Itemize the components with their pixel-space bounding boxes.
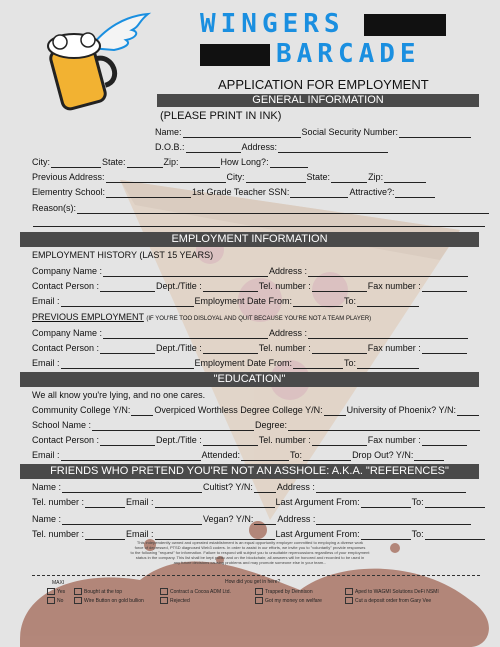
emp-address-label: Address : (269, 266, 308, 276)
argument-label: Last Argument From: (275, 529, 360, 539)
ref1-name-field[interactable] (62, 483, 202, 493)
ref-tel-label: Tel. number : (32, 529, 85, 539)
reasons-field[interactable] (77, 204, 489, 214)
prev-fax-field[interactable] (422, 344, 467, 354)
college-row (32, 405, 480, 416)
emp-contact-row (32, 281, 468, 292)
winged-beer-mug-logo (40, 8, 152, 120)
previous-title: PREVIOUS EMPLOYMENT (32, 312, 144, 322)
cut-line (32, 575, 480, 576)
ref2-name-row (32, 514, 472, 525)
vegan-label: Vegan? Y/N: (203, 514, 254, 524)
no-label: No (57, 597, 64, 604)
how-option[interactable] (160, 588, 231, 595)
previous-employment-label (32, 312, 371, 322)
fax-label: Fax number : (367, 435, 421, 445)
ref-name-label: Name : (32, 482, 62, 492)
company-field[interactable] (103, 267, 268, 277)
state2-label: State: (306, 172, 331, 182)
prev-emp-address-field[interactable] (308, 329, 468, 339)
name-field[interactable] (183, 128, 301, 138)
argument-label: Last Argument From: (275, 497, 360, 507)
employment-header: EMPLOYMENT INFORMATION (20, 232, 479, 247)
contact-label: Contact Person : (32, 343, 100, 353)
elementary-label: Elementry School: (32, 187, 106, 197)
fine-print-line: status in the company. This list shall be kept public and on the blockchain; all answers will be honored and recorded to be used in (135, 555, 365, 560)
ref2-address-field[interactable] (316, 515, 471, 525)
school-row (32, 420, 481, 431)
how-option-label: Wire Button on gold bullion (84, 597, 144, 604)
edu-email-row (32, 450, 445, 461)
fax-field[interactable] (422, 282, 467, 292)
dept-label: Dept./Title : (156, 343, 202, 353)
state-field[interactable] (127, 158, 163, 168)
fine-print-line: This independently owned and operated establishment is an equal opportunity employer committed to employing a diverse work (136, 540, 364, 545)
contact-label: Contact Person : (32, 281, 100, 291)
edu-email-field[interactable] (61, 451, 201, 461)
previous-note: (IF YOU'RE TOO DISLOYAL AND QUIT BECAUSE YOU'RE NOT A TEAM PLAYER) (146, 316, 372, 322)
zip2-label: Zip: (368, 172, 384, 182)
prev-dept-field[interactable] (203, 344, 258, 354)
brand-line2: BARCADE (276, 39, 421, 69)
references-header: FRIENDS WHO PRETEND YOU'RE NOT AN ASSHOLE: A.K.A. "REFERENCES" (20, 464, 479, 479)
overpriced-label: Overpiced Worthless Degree College Y/N: (154, 405, 323, 415)
cc-field[interactable] (131, 406, 153, 416)
ref1-address-field[interactable] (316, 483, 466, 493)
zip-label: Zip: (163, 157, 179, 167)
prev-contact-field[interactable] (100, 344, 155, 354)
ref2-tel-field[interactable] (85, 530, 125, 540)
ref-name-label: Name : (32, 514, 62, 524)
phoenix-field[interactable] (457, 406, 479, 416)
how-option[interactable] (160, 597, 190, 604)
dob-label: D.O.B.: (155, 142, 185, 152)
ref-tel-label: Tel. number : (32, 497, 85, 507)
to-field[interactable] (357, 297, 419, 307)
state2-field[interactable] (331, 173, 367, 183)
to-label: To: (344, 296, 357, 306)
teacher-ssn-label: 1st Grade Teacher SSN: (192, 187, 290, 197)
attended-field[interactable] (241, 451, 289, 461)
emp-email-row (32, 296, 420, 307)
contact-label: Contact Person : (32, 435, 100, 445)
company-label: Company Name : (32, 328, 103, 338)
prev-tel-field[interactable] (312, 344, 367, 354)
emp-address-field[interactable] (308, 267, 468, 277)
city2-field[interactable] (246, 173, 306, 183)
no-checkbox[interactable] (47, 597, 63, 604)
fax-label: Fax number : (367, 343, 421, 353)
ref-to-label: To: (411, 529, 424, 539)
attractive-field[interactable] (395, 188, 435, 198)
how-option[interactable] (74, 588, 122, 595)
edu-tel-field[interactable] (312, 436, 367, 446)
date-from-field[interactable] (293, 297, 343, 307)
email-field[interactable] (61, 297, 194, 307)
checkbox-icon (160, 597, 168, 604)
degree-label: Degree: (255, 420, 288, 430)
elementary-row (32, 187, 436, 198)
maxi-label: MAXI (52, 580, 65, 586)
prev-contact-row (32, 343, 468, 354)
page-title: APPLICATION FOR EMPLOYMENT (218, 77, 429, 92)
reasons-label: Reason(s): (32, 203, 77, 213)
dob-row (155, 142, 389, 153)
state-label: State: (102, 157, 126, 167)
dept-field[interactable] (203, 282, 258, 292)
ref-to-label: To: (411, 497, 424, 507)
ref-address-label: Address : (277, 514, 316, 524)
how-option[interactable] (255, 597, 322, 604)
reasons-row-2 (32, 217, 486, 227)
ssn-field[interactable] (399, 128, 471, 138)
city2-label: City: (226, 172, 245, 182)
how-option[interactable] (345, 588, 439, 595)
fine-print-line: force of depressed, PTSD diagnosed Web3 coders. In order to assist in our efforts, we invite you to "voluntarily" provide responses (134, 545, 366, 550)
date-from-label: Employment Date From: (194, 358, 293, 368)
city-field[interactable] (51, 158, 101, 168)
edu-contact-field[interactable] (100, 436, 155, 446)
phoenix-label: University of Phoenix? Y/N: (346, 405, 457, 415)
how-label: How did you get in here? (225, 579, 281, 585)
city-label: City: (32, 157, 50, 167)
general-header: GENERAL INFORMATION (157, 94, 479, 107)
prev-address-row (32, 172, 427, 183)
dept-label: Dept./Title : (156, 435, 202, 445)
dept-label: Dept./Title : (156, 281, 202, 291)
checkbox-icon (255, 588, 263, 595)
prev-to-field[interactable] (357, 359, 419, 369)
to-label: To: (344, 358, 357, 368)
cc-label: Community College Y/N: (32, 405, 131, 415)
prev-email-row (32, 358, 420, 369)
cultist-field[interactable] (254, 483, 276, 493)
fax-label: Fax number : (367, 281, 421, 291)
edu-fax-field[interactable] (422, 436, 467, 446)
dropout-label: Drop Out? Y/N: (352, 450, 414, 460)
cultist-label: Cultist? Y/N: (203, 482, 253, 492)
ref-address-label: Address : (276, 482, 315, 492)
ref-email-label: Email : (126, 529, 154, 539)
yes-label: Yes (57, 588, 66, 595)
fine-print (80, 540, 420, 565)
prev-address-label2: Address : (269, 328, 308, 338)
prev-address-label: Previous Address: (32, 172, 105, 182)
edu-to-field[interactable] (303, 451, 351, 461)
checkbox-icon (160, 588, 168, 595)
email-label: Email : (32, 450, 60, 460)
company-label: Company Name : (32, 266, 103, 276)
to-label: To: (290, 450, 303, 460)
ref2-to-field[interactable] (425, 530, 485, 540)
brand-block-right (364, 14, 446, 36)
tel-field[interactable] (312, 282, 367, 292)
ref2-email-field[interactable] (155, 530, 275, 540)
how-option[interactable] (345, 597, 431, 604)
ref-email-label: Email : (126, 497, 154, 507)
ref1-email-field[interactable] (155, 498, 275, 508)
prev-date-from-field[interactable] (293, 359, 343, 369)
ref2-name-field[interactable] (62, 515, 202, 525)
ref2-argument-field[interactable] (361, 530, 411, 540)
name-label: Name: (155, 127, 182, 137)
checkbox-icon (345, 588, 353, 595)
ref1-argument-field[interactable] (361, 498, 411, 508)
yes-checkbox[interactable] (47, 588, 65, 595)
checkbox-icon (47, 588, 55, 595)
teacher-ssn-field[interactable] (290, 188, 348, 198)
zip-field[interactable] (180, 158, 220, 168)
degree-field[interactable] (288, 421, 480, 431)
how-option-label: Cut a deposit order from Gary Vee (355, 597, 432, 604)
dropout-field[interactable] (414, 451, 444, 461)
how-option-label: Got my money on welfare (265, 597, 322, 604)
lying-note: We all know you're lying, and no one cares. (32, 390, 206, 400)
ref1-to-field[interactable] (425, 498, 485, 508)
ref1-tel-row (32, 497, 486, 508)
tel-label: Tel. number : (258, 435, 311, 445)
zip2-field[interactable] (384, 173, 426, 183)
reasons-row (32, 203, 490, 214)
tel-label: Tel. number : (258, 343, 311, 353)
prev-company-field[interactable] (103, 329, 268, 339)
edu-dept-field[interactable] (203, 436, 258, 446)
fine-print-line: to the following "request" for information. Failure to respond will subject you to unsuitable repercussions regardless of your employment (130, 550, 370, 555)
address-field[interactable] (278, 143, 388, 153)
how-long-label: How Long?: (220, 157, 269, 167)
overpriced-field[interactable] (324, 406, 346, 416)
checkbox-icon (255, 597, 263, 604)
email-label: Email : (32, 358, 60, 368)
date-from-label: Employment Date From: (194, 296, 293, 306)
address-label: Address: (241, 142, 278, 152)
fine-print-line: any future decisions causing problems and may promote someone else in your team... (173, 560, 327, 565)
emp-company-row (32, 266, 469, 277)
checkbox-icon (345, 597, 353, 604)
how-option-label: Trapped by Dennison (265, 588, 313, 595)
history-label: EMPLOYMENT HISTORY (LAST 15 YEARS) (32, 250, 214, 260)
how-long-field[interactable] (270, 158, 308, 168)
prev-address-field[interactable] (106, 173, 226, 183)
checkbox-icon (74, 597, 82, 604)
ref2-tel-row (32, 529, 486, 540)
email-label: Email : (32, 296, 60, 306)
print-note: (PLEASE PRINT IN INK) (160, 110, 282, 122)
brand-line1: WINGERS (200, 9, 345, 39)
contact-field[interactable] (100, 282, 155, 292)
prev-company-row (32, 328, 469, 339)
ref1-name-row (32, 482, 467, 493)
edu-contact-row (32, 435, 468, 446)
attended-label: Attended: (201, 450, 241, 460)
school-field[interactable] (92, 421, 254, 431)
vegan-field[interactable] (254, 515, 276, 525)
how-option-label: Aped to WAGMI Solutions DeFi NSMI (355, 588, 439, 595)
city-row (32, 157, 309, 168)
ref1-tel-field[interactable] (85, 498, 125, 508)
how-option-label: Bought at the top (84, 588, 123, 595)
dob-field[interactable] (186, 143, 241, 153)
tel-label: Tel. number : (258, 281, 311, 291)
brand-block-left (200, 44, 270, 66)
how-option[interactable] (255, 588, 313, 595)
education-header: "EDUCATION" (20, 372, 479, 387)
how-option-label: Contract a Cocoa ADM Ltd. (170, 588, 231, 595)
checkbox-icon (47, 597, 55, 604)
how-option-label: Rejected (170, 597, 190, 604)
elementary-field[interactable] (106, 188, 191, 198)
name-row (155, 127, 472, 138)
attractive-label: Attractive?: (349, 187, 395, 197)
prev-email-field[interactable] (61, 359, 194, 369)
school-label: School Name : (32, 420, 92, 430)
checkbox-icon (74, 588, 82, 595)
ssn-label: Social Security Number: (301, 127, 399, 137)
how-option[interactable] (74, 597, 144, 604)
reasons-field-2[interactable] (33, 217, 485, 227)
